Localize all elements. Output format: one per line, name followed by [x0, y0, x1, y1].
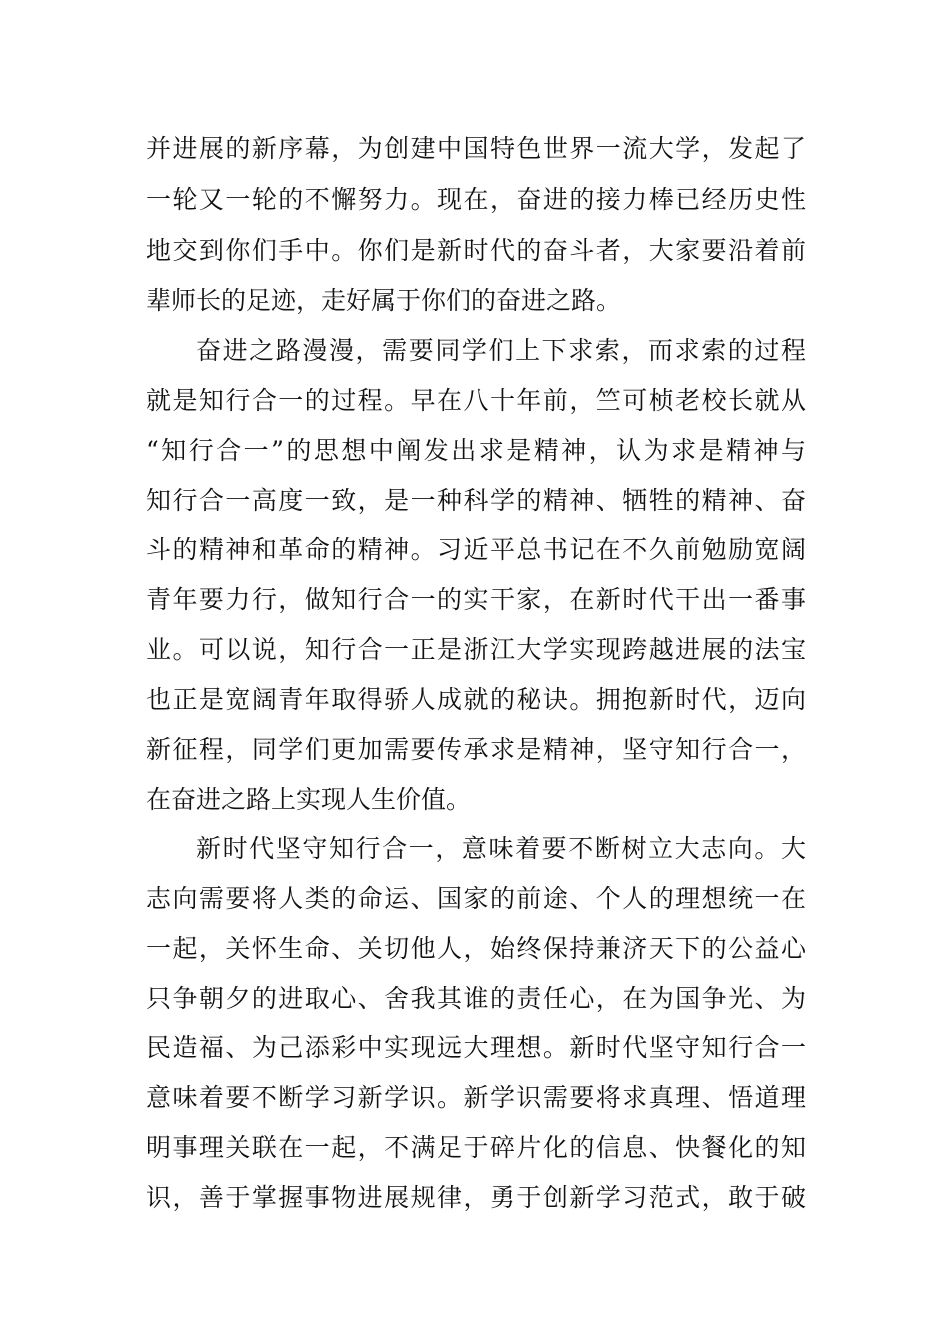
text-line: 新征程，同学们更加需要传承求是精神，坚守知行合一，: [146, 735, 806, 764]
paragraph-first-line: 奋进之路漫漫，需要同学们上下求索，而求索的过程: [196, 336, 806, 365]
text-line: 一起，关怀生命、关切他人，始终保持兼济天下的公益心: [146, 934, 806, 963]
text-line: 只争朝夕的进取心、舍我其谁的责任心，在为国争光、为: [146, 984, 806, 1013]
text-line: 明事理关联在一起，不满足于碎片化的信息、快餐化的知: [146, 1133, 806, 1162]
text-line: 青年要力行，做知行合一的实干家，在新时代干出一番事: [146, 585, 806, 614]
text-line: 业。可以说，知行合一正是浙江大学实现跨越进展的法宝: [146, 635, 806, 664]
text-line: 也正是宽阔青年取得骄人成就的秘诀。拥抱新时代，迈向: [146, 685, 806, 714]
text-line: 知行合一高度一致，是一种科学的精神、牺牲的精神、奋: [146, 486, 806, 515]
text-line: 民造福、为己添彩中实现远大理想。新时代坚守知行合一: [146, 1033, 806, 1062]
text-line: 志向需要将人类的命运、国家的前途、个人的理想统一在: [146, 884, 806, 913]
text-line: 意味着要不断学习新学识。新学识需要将求真理、悟道理: [146, 1083, 806, 1112]
text-line: 一轮又一轮的不懈努力。现在，奋进的接力棒已经历史性: [146, 185, 806, 214]
text-line: 并进展的新序幕，为创建中国特色世界一流大学，发起了: [146, 134, 806, 163]
text-line: 地交到你们手中。你们是新时代的奋斗者，大家要沿着前: [146, 236, 806, 265]
text-line: 在奋进之路上实现人生价值。: [146, 785, 472, 814]
text-line: 就是知行合一的过程。早在八十年前，竺可桢老校长就从: [146, 386, 806, 415]
paragraph-first-line: 新时代坚守知行合一，意味着要不断树立大志向。大: [196, 834, 806, 863]
text-line: 识，善于掌握事物进展规律，勇于创新学习范式，敢于破: [146, 1183, 806, 1212]
text-line: “知行合一”的思想中阐发出求是精神，认为求是精神与: [146, 436, 806, 465]
text-line: 辈师长的足迹，走好属于你们的奋进之路。: [146, 286, 622, 315]
text-line: 斗的精神和革命的精神。习近平总书记在不久前勉励宽阔: [146, 535, 806, 564]
